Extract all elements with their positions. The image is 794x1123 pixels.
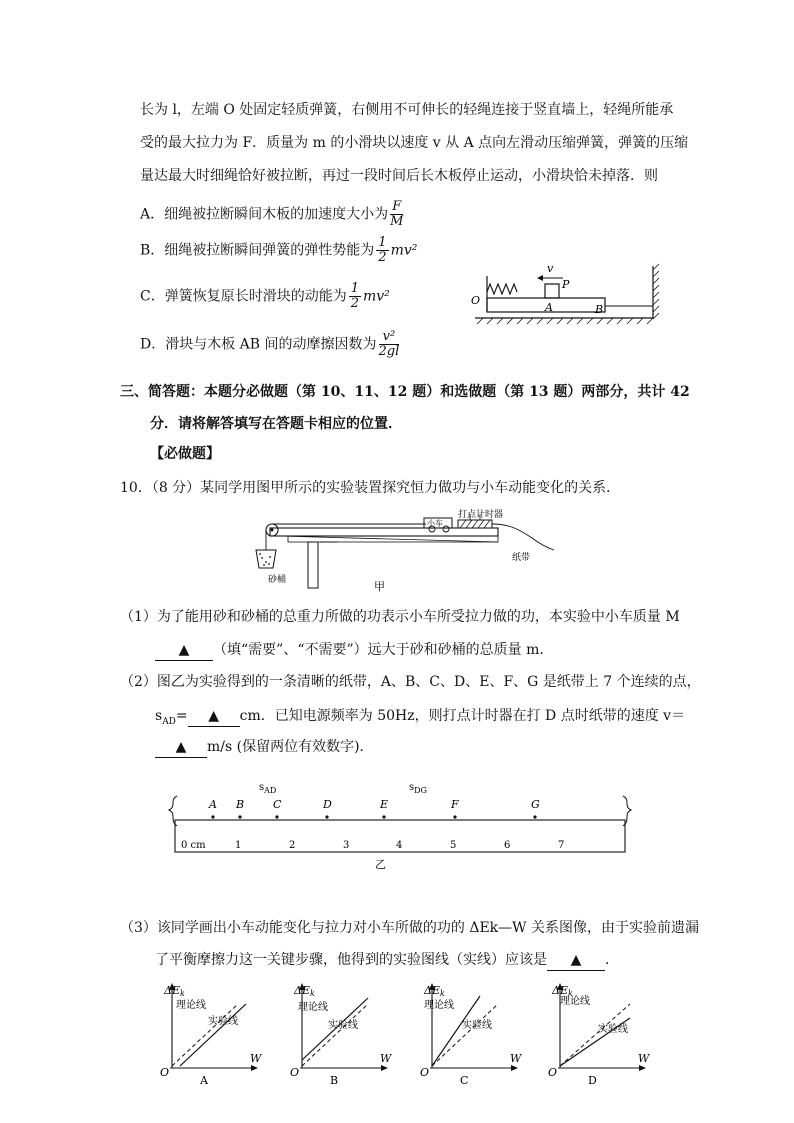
required-heading: 【必做题】 [150, 446, 220, 462]
figure-caption-yi: 乙 [375, 858, 386, 871]
bucket-label: 砂桶 [268, 575, 287, 585]
q10-part3-line2: 了平衡摩擦力这一关键步骤，他得到的实验图线（实线）应该是 ▲ ． [155, 950, 619, 971]
y-axis-label: ΔEk [424, 984, 445, 998]
theory-label: 理论线 [424, 1000, 454, 1011]
origin-label: O [160, 1066, 170, 1079]
section-3-line-2: 分．请将解答填写在答题卡相应的位置． [150, 416, 402, 432]
fraction: $\frac{\text{v²}}{2gl}$ [378, 329, 400, 359]
theory-label: 理论线 [176, 1000, 206, 1011]
graph-option-D [548, 983, 650, 1087]
graph-option-A [160, 983, 263, 1087]
label-sad: $s_{AD}$ [259, 782, 277, 795]
tape-label: 纸带 [512, 553, 531, 563]
figure-caption-jia: 甲 [374, 580, 385, 593]
y-axis-label: ΔEk [552, 984, 573, 998]
q9-option-c: C．弹簧恢复原长时滑块的动能为 $\frac{1}{2}$ mv² [140, 281, 390, 311]
spring-board-figure [465, 262, 665, 328]
fraction: $\frac{F}{M}$ [390, 199, 404, 229]
answer-blank-2: ▲ [188, 706, 240, 727]
q9-option-d: D．滑块与木板 AB 间的动摩擦因数为 $\frac{\text{v²}}{2gl}$ [140, 329, 400, 359]
label-v: v [547, 262, 554, 275]
tape-point-label-F: F [451, 798, 459, 811]
scale-label-5: 5 [450, 840, 457, 851]
label-b: B [595, 303, 604, 316]
x-axis-label: W [638, 1052, 650, 1065]
origin-label: O [290, 1066, 300, 1079]
theory-label: 理论线 [298, 1002, 328, 1013]
q9-line-1: 长为 l，左端 O 处固定轻质弹簧，右侧用不可伸长的轻绳连接于竖直墙上，轻绳所能承 [140, 102, 674, 118]
theory-line [432, 1004, 498, 1066]
q10-part2-line3: ▲ m/s (保留两位有效数字)． [155, 737, 374, 758]
tape-point-C [275, 815, 278, 818]
experiment-label: 实验线 [208, 1016, 238, 1027]
q10-part3-line1: （3）该同学画出小车动能变化与拉力对小车所做的功的 ΔEk—W 关系图像，由于实验前遗漏 [120, 920, 700, 936]
q9-line-2: 受的最大拉力为 F．质量为 m 的小滑块以速度 v 从 A 点向左滑动压缩弹簧，弹簧的压缩 [140, 135, 689, 151]
tape-point-label-E: E [380, 798, 389, 811]
graph-option-C [420, 983, 523, 1087]
experiment-label: 实验线 [462, 1020, 492, 1031]
scale-label-4: 4 [396, 840, 403, 851]
tape-point-label-G: G [531, 798, 540, 811]
label-p: P [562, 278, 570, 291]
scale-label-6: 6 [504, 840, 511, 851]
graph-caption: C [460, 1074, 469, 1087]
tape-point-A [211, 815, 214, 818]
apparatus-figure [248, 508, 558, 594]
tape-point-label-B: B [236, 798, 245, 811]
q10-stem: 10．（8 分）某同学用图甲所示的实验装置探究恒力做功与小车动能变化的关系． [120, 480, 621, 496]
answer-blank-1: ▲ [155, 640, 213, 661]
scale-label-2: 2 [289, 840, 296, 851]
fraction: $\frac{1}{2}$ [350, 281, 359, 311]
tape-point-E [382, 815, 385, 818]
scale-label-7: 7 [558, 840, 565, 851]
experiment-line [180, 1004, 246, 1066]
answer-blank-4: ▲ [547, 950, 605, 971]
graph-caption: D [588, 1074, 597, 1087]
cart-label: 小车 [427, 519, 443, 528]
answer-blank-3: ▲ [155, 737, 207, 758]
q9-option-b: B．细绳被拉断瞬间弹簧的弹性势能为 $\frac{1}{2}$ mv² [140, 235, 418, 265]
graphs-figure [150, 980, 650, 1092]
theory-label: 理论线 [560, 996, 590, 1007]
tape-point-G [533, 815, 536, 818]
scale-label-1: 1 [235, 840, 242, 851]
graph-option-B [290, 983, 393, 1087]
q10-part2-line2: $s_{AD}=$ ▲ cm．已知电源频率为 50Hz，则打点计时器在打 D 点时纸带的速度 v＝ [155, 708, 686, 727]
section-3-line-1: 三、简答题：本题分必做题（第 10、11、12 题）和选做题（第 13 题）两部分，共计 42 [120, 384, 690, 400]
fraction: $\frac{1}{2}$ [378, 235, 387, 265]
q10-part1-line1: （1）为了能用砂和砂桶的总重力所做的功表示小车所受拉力做的功，本实验中小车质量 M [120, 609, 680, 625]
q9-option-a: A．细绳被拉断瞬间木板的加速度大小为 $\frac{F}{M}$ [140, 199, 404, 229]
q10-part1-line2: ▲ （填“需要”、“不需要”）远大于砂和砂桶的总质量 m． [155, 640, 553, 661]
q9-line-3: 量达最大时细绳恰好被拉断，再过一段时间后长木板停止运动，小滑块恰未掉落．则 [140, 168, 658, 184]
theory-line [560, 1004, 630, 1066]
origin-label: O [548, 1066, 558, 1079]
label-o: O [471, 294, 481, 307]
tape-point-label-D: D [323, 798, 332, 811]
tape-point-label-C: C [273, 798, 282, 811]
x-axis-label: W [250, 1052, 262, 1065]
graph-caption: A [200, 1074, 208, 1087]
label-a: A [545, 301, 553, 314]
experiment-label: 实验线 [598, 1024, 628, 1035]
tape-point-label-A: A [209, 798, 217, 811]
tape-point-D [325, 815, 328, 818]
tape-point-B [238, 815, 241, 818]
q10-part2-line1: （2）图乙为实验得到的一条清晰的纸带，A、B、C、D、E、F、G 是纸带上 7 个连续的点， [120, 674, 701, 690]
x-axis-label: W [380, 1052, 392, 1065]
x-axis-label: W [510, 1052, 522, 1065]
theory-line [172, 1004, 238, 1066]
paper-tape-figure [155, 774, 645, 872]
scale-label-0: 0 cm [181, 840, 206, 851]
scale-label-3: 3 [343, 840, 350, 851]
label-sdg: $s_{DG}$ [409, 782, 427, 795]
tape-point-F [453, 815, 456, 818]
timer-label: 打点计时器 [458, 510, 504, 520]
y-axis-label: ΔEk [294, 984, 315, 998]
experiment-label: 实验线 [328, 1020, 358, 1031]
theory-line [302, 1004, 368, 1066]
origin-label: O [420, 1066, 430, 1079]
graph-caption: B [330, 1074, 339, 1087]
y-axis-label: ΔEk [164, 984, 185, 998]
